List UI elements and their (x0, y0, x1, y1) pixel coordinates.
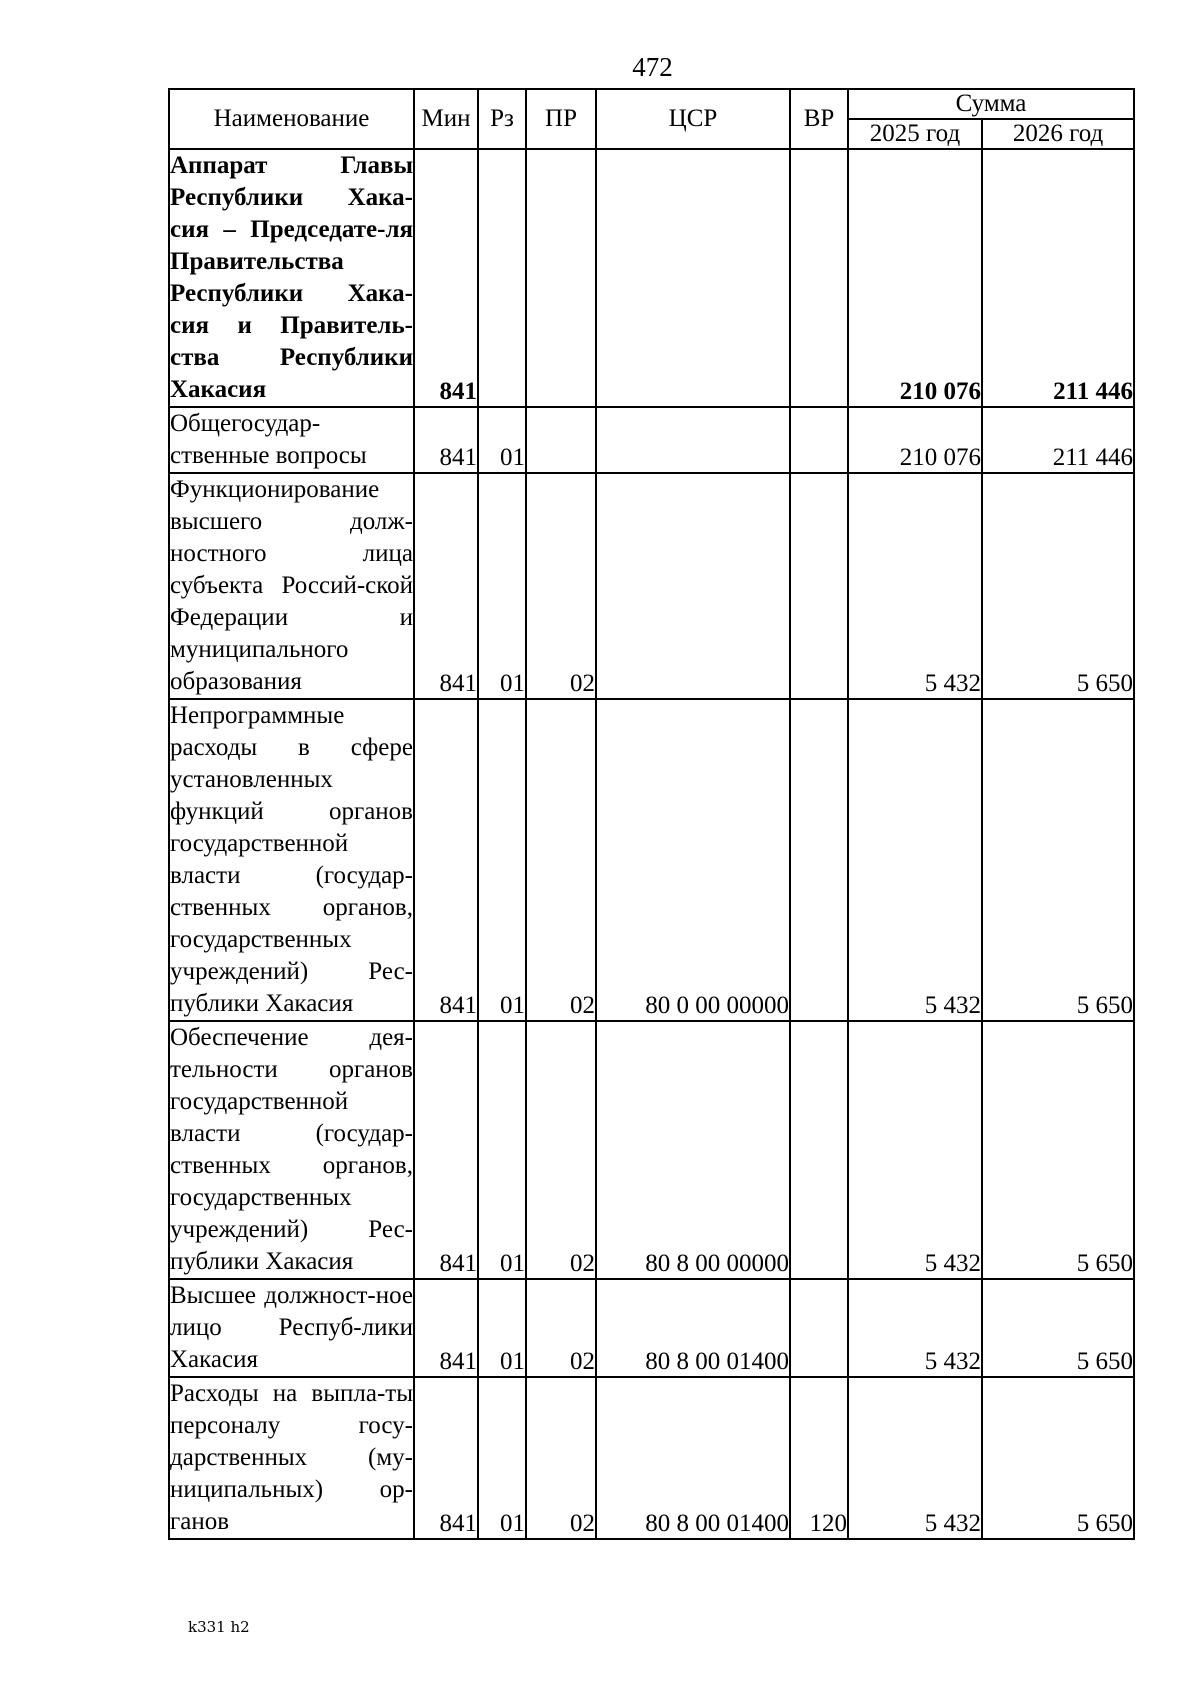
cell-pr (526, 149, 596, 407)
cell-rz: 01 (478, 699, 526, 1021)
cell-csr (596, 473, 790, 699)
cell-min: 841 (414, 699, 478, 1021)
header-sum: Сумма (848, 89, 1134, 119)
cell-pr (526, 407, 596, 473)
cell-name: Непрограммные расходы в сфере установленных функций органов государственной власти (государ-ственных органов, государственных учреждений) Рес-публики Хакасия (169, 699, 414, 1021)
cell-min: 841 (414, 149, 478, 407)
cell-2026: 5 650 (982, 473, 1134, 699)
cell-vr (790, 473, 848, 699)
cell-pr: 02 (526, 1377, 596, 1539)
cell-rz (478, 149, 526, 407)
cell-2026: 211 446 (982, 149, 1134, 407)
cell-2026: 5 650 (982, 1279, 1134, 1377)
cell-2026: 211 446 (982, 407, 1134, 473)
cell-csr (596, 149, 790, 407)
cell-rz: 01 (478, 407, 526, 473)
cell-pr: 02 (526, 473, 596, 699)
table-row (169, 407, 1134, 473)
cell-2025: 5 432 (848, 699, 982, 1021)
cell-vr: 120 (790, 1377, 848, 1539)
cell-csr: 80 8 00 01400 (596, 1377, 790, 1539)
cell-rz: 01 (478, 473, 526, 699)
cell-name: Функционирование высшего долж-ностного лица субъекта Россий-ской Федерации и муниципального образования (169, 473, 414, 699)
header-pr: ПР (526, 89, 596, 149)
cell-2026: 5 650 (982, 699, 1134, 1021)
cell-min: 841 (414, 1279, 478, 1377)
table-row (169, 1279, 1134, 1377)
budget-table (168, 88, 1135, 1540)
header-2026: 2026 год (982, 119, 1134, 149)
cell-2026: 5 650 (982, 1021, 1134, 1279)
cell-csr: 80 8 00 00000 (596, 1021, 790, 1279)
header-vr: ВР (790, 89, 848, 149)
cell-vr (790, 1021, 848, 1279)
cell-min: 841 (414, 1377, 478, 1539)
cell-name: Общегосудар-ственные вопросы (169, 407, 414, 473)
table-row (169, 699, 1134, 1021)
cell-vr (790, 149, 848, 407)
table-row (169, 1021, 1134, 1279)
header-rz: Рз (478, 89, 526, 149)
cell-2026: 5 650 (982, 1377, 1134, 1539)
cell-name: Расходы на выпла-ты персоналу госу-дарственных (му-ниципальных) ор-ганов (169, 1377, 414, 1539)
cell-name: Обеспечение дея-тельности органов государственной власти (государ-ственных органов, государственных учреждений) Рес-публики Хакасия (169, 1021, 414, 1279)
cell-rz: 01 (478, 1377, 526, 1539)
cell-vr (790, 699, 848, 1021)
cell-2025: 5 432 (848, 473, 982, 699)
cell-min: 841 (414, 1021, 478, 1279)
cell-min: 841 (414, 407, 478, 473)
table-row (169, 473, 1134, 699)
cell-pr: 02 (526, 699, 596, 1021)
cell-csr: 80 8 00 01400 (596, 1279, 790, 1377)
header-2025: 2025 год (848, 119, 982, 149)
header-name: Наименование (169, 89, 414, 149)
cell-vr (790, 407, 848, 473)
cell-rz: 01 (478, 1021, 526, 1279)
table-row (169, 149, 1134, 407)
cell-name: Высшее должност-ное лицо Респуб-лики Хакасия (169, 1279, 414, 1377)
cell-rz: 01 (478, 1279, 526, 1377)
cell-pr: 02 (526, 1021, 596, 1279)
cell-vr (790, 1279, 848, 1377)
cell-2025: 5 432 (848, 1279, 982, 1377)
cell-2025: 5 432 (848, 1377, 982, 1539)
header-min: Мин (414, 89, 478, 149)
cell-2025: 210 076 (848, 149, 982, 407)
header-csr: ЦСР (596, 89, 790, 149)
cell-csr (596, 407, 790, 473)
page-number: 472 (632, 52, 673, 82)
cell-name: Аппарат Главы Республики Хака-сия – Председате-ля Правительства Республики Хака-сия и Правитель-ства Республики Хакасия (169, 149, 414, 407)
cell-min: 841 (414, 473, 478, 699)
cell-2025: 5 432 (848, 1021, 982, 1279)
cell-2025: 210 076 (848, 407, 982, 473)
table-row (169, 1377, 1134, 1539)
footer-code: k331 h2 (188, 1618, 250, 1636)
cell-csr: 80 0 00 00000 (596, 699, 790, 1021)
cell-pr: 02 (526, 1279, 596, 1377)
